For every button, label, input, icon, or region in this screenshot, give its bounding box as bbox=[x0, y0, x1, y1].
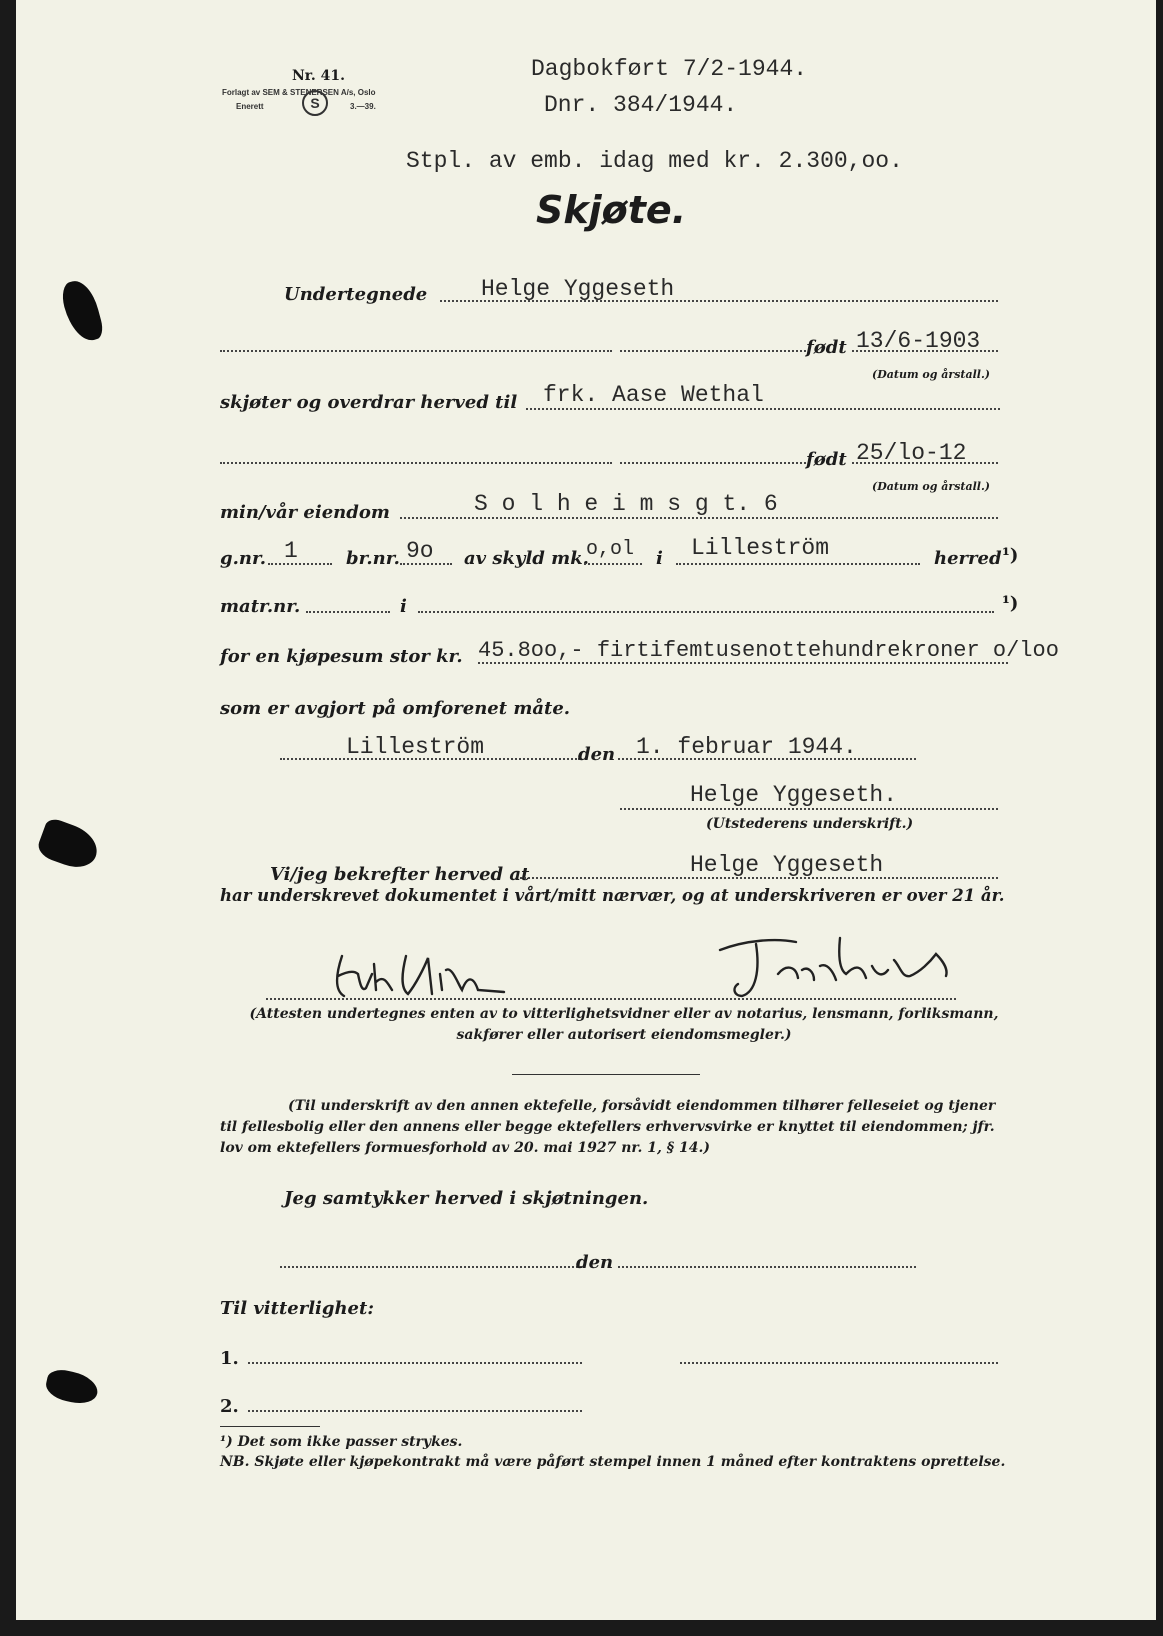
ink-blot bbox=[59, 277, 106, 345]
ink-blot bbox=[43, 1367, 100, 1407]
bekrefter-line2: har underskrevet dokumentet i vårt/mitt nærvær, og at underskriveren er over 21 år. bbox=[220, 886, 1005, 905]
gnr-label: g.nr. bbox=[220, 548, 267, 569]
footnote-separator bbox=[220, 1426, 320, 1427]
vitterlighet-label: Til vitterlighet: bbox=[220, 1298, 374, 1319]
ink-blot bbox=[35, 816, 103, 873]
skyld-value: o,ol bbox=[586, 538, 635, 561]
publisher: Forlagt av SEM & STENERSEN A/s, Oslo bbox=[222, 88, 376, 97]
footnote-mark: ¹) bbox=[1002, 545, 1019, 566]
dotted-line bbox=[680, 1362, 998, 1364]
dotted-line bbox=[676, 563, 920, 565]
signature-name: Helge Yggeseth. bbox=[690, 782, 898, 808]
dotted-line bbox=[268, 563, 332, 565]
fodt2-value: 25/lo-12 bbox=[856, 440, 967, 466]
gnr-value: 1 bbox=[284, 538, 298, 564]
stamp-duty: Stpl. av emb. idag med kr. 2.300,oo. bbox=[406, 148, 903, 174]
skyld-label: av skyld mk. bbox=[464, 548, 589, 569]
footnote-mark: ¹) bbox=[1002, 593, 1019, 614]
place-value: Lilleström bbox=[691, 535, 830, 561]
dotted-line bbox=[584, 563, 642, 565]
footnote: ¹) Det som ikke passer strykes. bbox=[220, 1434, 463, 1450]
witness-signature-2 bbox=[716, 930, 956, 1005]
dotted-line bbox=[248, 1362, 582, 1364]
undertegnede-label: Undertegnede bbox=[284, 284, 428, 305]
i-label: i bbox=[656, 548, 663, 569]
dotted-line bbox=[526, 408, 1000, 410]
brnr-label: br.nr. bbox=[346, 548, 400, 569]
edition: 3.—39. bbox=[350, 102, 376, 111]
fodt1-value: 13/6-1903 bbox=[856, 328, 981, 354]
dotted-line bbox=[618, 1266, 916, 1268]
witness-line-2: 2. bbox=[220, 1396, 239, 1417]
dotted-line bbox=[248, 1410, 582, 1412]
date-note: (Datum og årstall.) bbox=[872, 480, 990, 493]
den-label: den bbox=[576, 1252, 614, 1273]
i-label: i bbox=[400, 596, 407, 617]
place-date-date: 1. februar 1944. bbox=[636, 734, 857, 760]
signature-caption: (Utstederens underskrift.) bbox=[706, 816, 914, 832]
document-page bbox=[16, 0, 1156, 1620]
dotted-line bbox=[280, 1266, 582, 1268]
eiendom-label: min/vår eiendom bbox=[220, 502, 390, 523]
witness-line-1: 1. bbox=[220, 1348, 239, 1369]
dotted-line bbox=[620, 808, 998, 810]
avgjort-text: som er avgjort på omforenet måte. bbox=[220, 698, 571, 719]
place-date-place: Lilleström bbox=[346, 734, 485, 760]
dotted-line bbox=[220, 350, 612, 352]
doc-number: Dnr. 384/1944. bbox=[544, 92, 738, 118]
brnr-value: 9o bbox=[406, 538, 434, 564]
bekrefter-label: Vi/jeg bekrefter herved at bbox=[270, 864, 530, 885]
dotted-line bbox=[220, 462, 612, 464]
den-label: den bbox=[578, 744, 616, 765]
dotted-line bbox=[620, 462, 806, 464]
nb-note: NB. Skjøte eller kjøpekontrakt må være påført stempel innen 1 måned efter kontraktens oprettelse. bbox=[220, 1454, 1006, 1470]
date-note: (Datum og årstall.) bbox=[872, 368, 990, 381]
eiendom-value: S o l h e i m s g t. 6 bbox=[474, 491, 778, 517]
skjoter-label: skjøter og overdrar herved til bbox=[220, 392, 518, 413]
form-number: Nr. 41. bbox=[292, 68, 345, 84]
herred-label: herred bbox=[934, 548, 1002, 569]
spouse-note: (Til underskrift av den annen ektefelle, forsåvidt eiendommen tilhører felleseiet og tjener til fellesbolig eller den annens eller begge ektefellers erhvervsvirke er knyttet til eiendommen; jfr. lov om ektefellers formuesforhold av 20. mai 1927 nr. 1, § 14.) bbox=[220, 1098, 996, 1156]
fodt-label: født bbox=[806, 449, 847, 470]
witness-signature-1 bbox=[328, 944, 508, 1004]
kjopesum-label: for en kjøpesum stor kr. bbox=[220, 646, 463, 667]
journal-entry: Dagbokført 7/2-1944. bbox=[531, 56, 808, 82]
attest-note: (Attesten undertegnes enten av to vitterlighetsvidner eller av notarius, lensmann, forliksmann, sakfører eller autorisert eiendomsmegler.) bbox=[249, 1006, 999, 1043]
publisher-logo: S bbox=[302, 90, 328, 116]
bekrefter-value: Helge Yggeseth bbox=[690, 852, 884, 878]
page-title: Skjøte. bbox=[536, 188, 687, 232]
undertegnede-value: Helge Yggeseth bbox=[481, 276, 675, 302]
skjoter-value: frk. Aase Wethal bbox=[543, 382, 764, 408]
kjopesum-value: 45.8oo,- firtifemtusenottehundrekroner o/loo bbox=[478, 638, 1059, 663]
fodt-label: født bbox=[806, 337, 847, 358]
separator bbox=[512, 1074, 700, 1075]
consent-text: Jeg samtykker herved i skjøtningen. bbox=[284, 1188, 649, 1209]
dotted-line bbox=[400, 517, 998, 519]
dotted-line bbox=[620, 350, 806, 352]
matr-label: matr.nr. bbox=[220, 596, 301, 617]
dotted-line bbox=[418, 611, 994, 613]
enerett: Enerett bbox=[236, 102, 264, 111]
dotted-line bbox=[306, 611, 390, 613]
